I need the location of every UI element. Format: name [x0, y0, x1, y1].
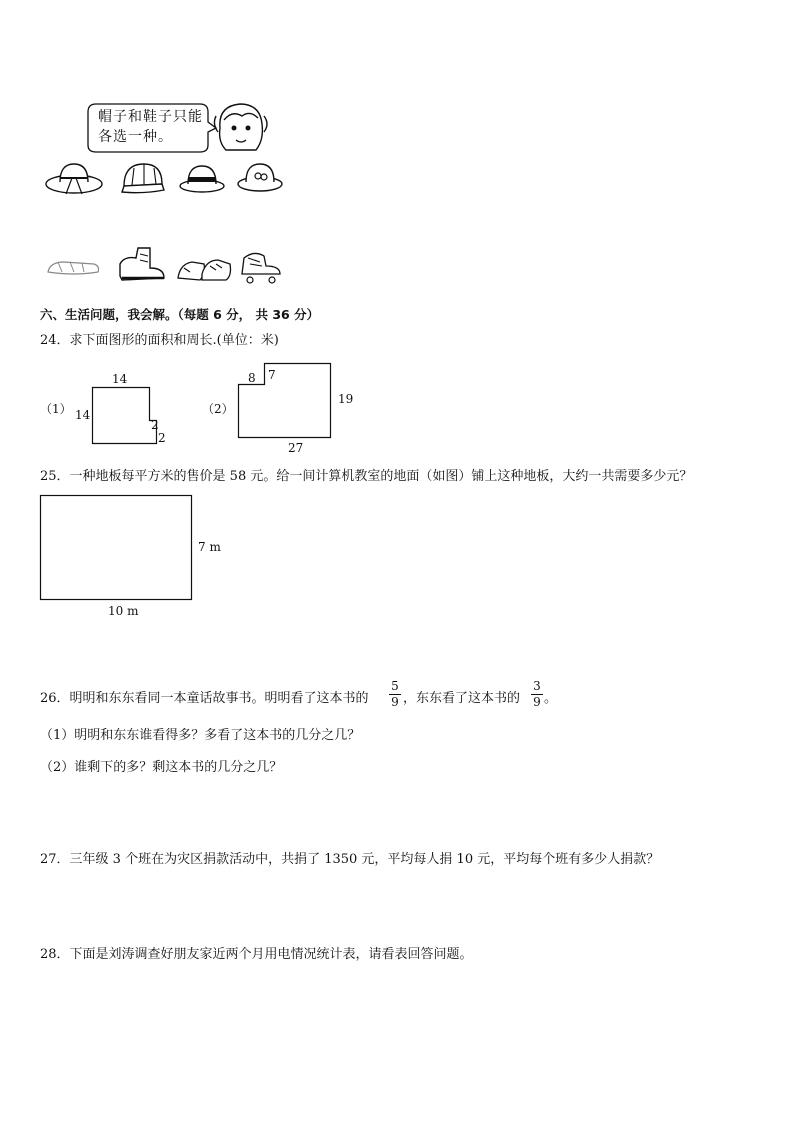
- cap-icon: [118, 160, 168, 200]
- q26-fraction-1: [389, 680, 401, 709]
- q25-height-label: 7 m: [198, 540, 221, 554]
- q26-sub1: （1）明明和东东谁看得多？多看了这本书的几分之几？: [40, 728, 361, 743]
- flower-hat-icon: [236, 160, 286, 200]
- q24-text: 24．求下面图形的面积和周长.(单位：米): [40, 333, 279, 348]
- roller-skates-icon: [236, 248, 286, 288]
- fig2-notch-top-dim: 7: [268, 368, 276, 382]
- sun-hat-icon: [44, 160, 104, 200]
- q26-fraction-2: [531, 680, 543, 709]
- fig2-label: （2）: [202, 402, 234, 416]
- q25-room-rectangle: [40, 495, 194, 601]
- sneakers-icon: [176, 250, 236, 290]
- q26-text-c: 。: [544, 691, 558, 706]
- q26-text-a: 26．明明和东东看同一本童话故事书。明明看了这本书的: [40, 691, 369, 706]
- fig1-notch-v-dim: 2: [151, 418, 159, 432]
- sandal-icon: [44, 252, 104, 282]
- fraction-2-denominator: 9: [533, 695, 541, 709]
- fig2-bottom-dim: 27: [288, 441, 304, 455]
- fraction-1-denominator: 9: [391, 695, 399, 709]
- fig1-top-dim: 14: [112, 372, 128, 386]
- boots-icon: [114, 246, 174, 286]
- q26-text-b: ，东东看了这本书的: [403, 691, 521, 706]
- fraction-2-numerator: 3: [533, 679, 541, 693]
- q25-text: 25．一种地板每平方米的售价是 58 元。给一间计算机教室的地面（如图）铺上这种地板，大约一共需要多少元？: [40, 469, 693, 484]
- fig2-notch-left-dim: 8: [248, 371, 256, 385]
- fig1-notch-h-dim: 2: [158, 431, 166, 445]
- fedora-icon: [178, 160, 228, 200]
- speech-line-1: 帽子和鞋子只能: [98, 109, 203, 125]
- q28-text: 28．下面是刘涛调查好朋友家近两个月用电情况统计表，请看表回答问题。: [40, 947, 473, 962]
- q27-text: 27．三年级 3 个班在为灾区捐款活动中，共捐了 1350 元，平均每人捐 10 元，平均每个班有多少人捐款？: [40, 852, 660, 867]
- section-title: 六、生活问题，我会解。（每题 6 分， 共 36 分）: [40, 307, 320, 322]
- speech-line-2: 各选一种。: [98, 129, 173, 145]
- girl-icon: [212, 100, 272, 160]
- fig2-right-dim: 19: [338, 392, 354, 406]
- q25-width-label: 10 m: [108, 604, 139, 618]
- fig1-label: （1）: [40, 402, 72, 416]
- fig1-left-dim: 14: [75, 408, 91, 422]
- fraction-1-numerator: 5: [391, 679, 399, 693]
- q26-sub2: （2）谁剩下的多？剩这本书的几分之几？: [40, 760, 283, 775]
